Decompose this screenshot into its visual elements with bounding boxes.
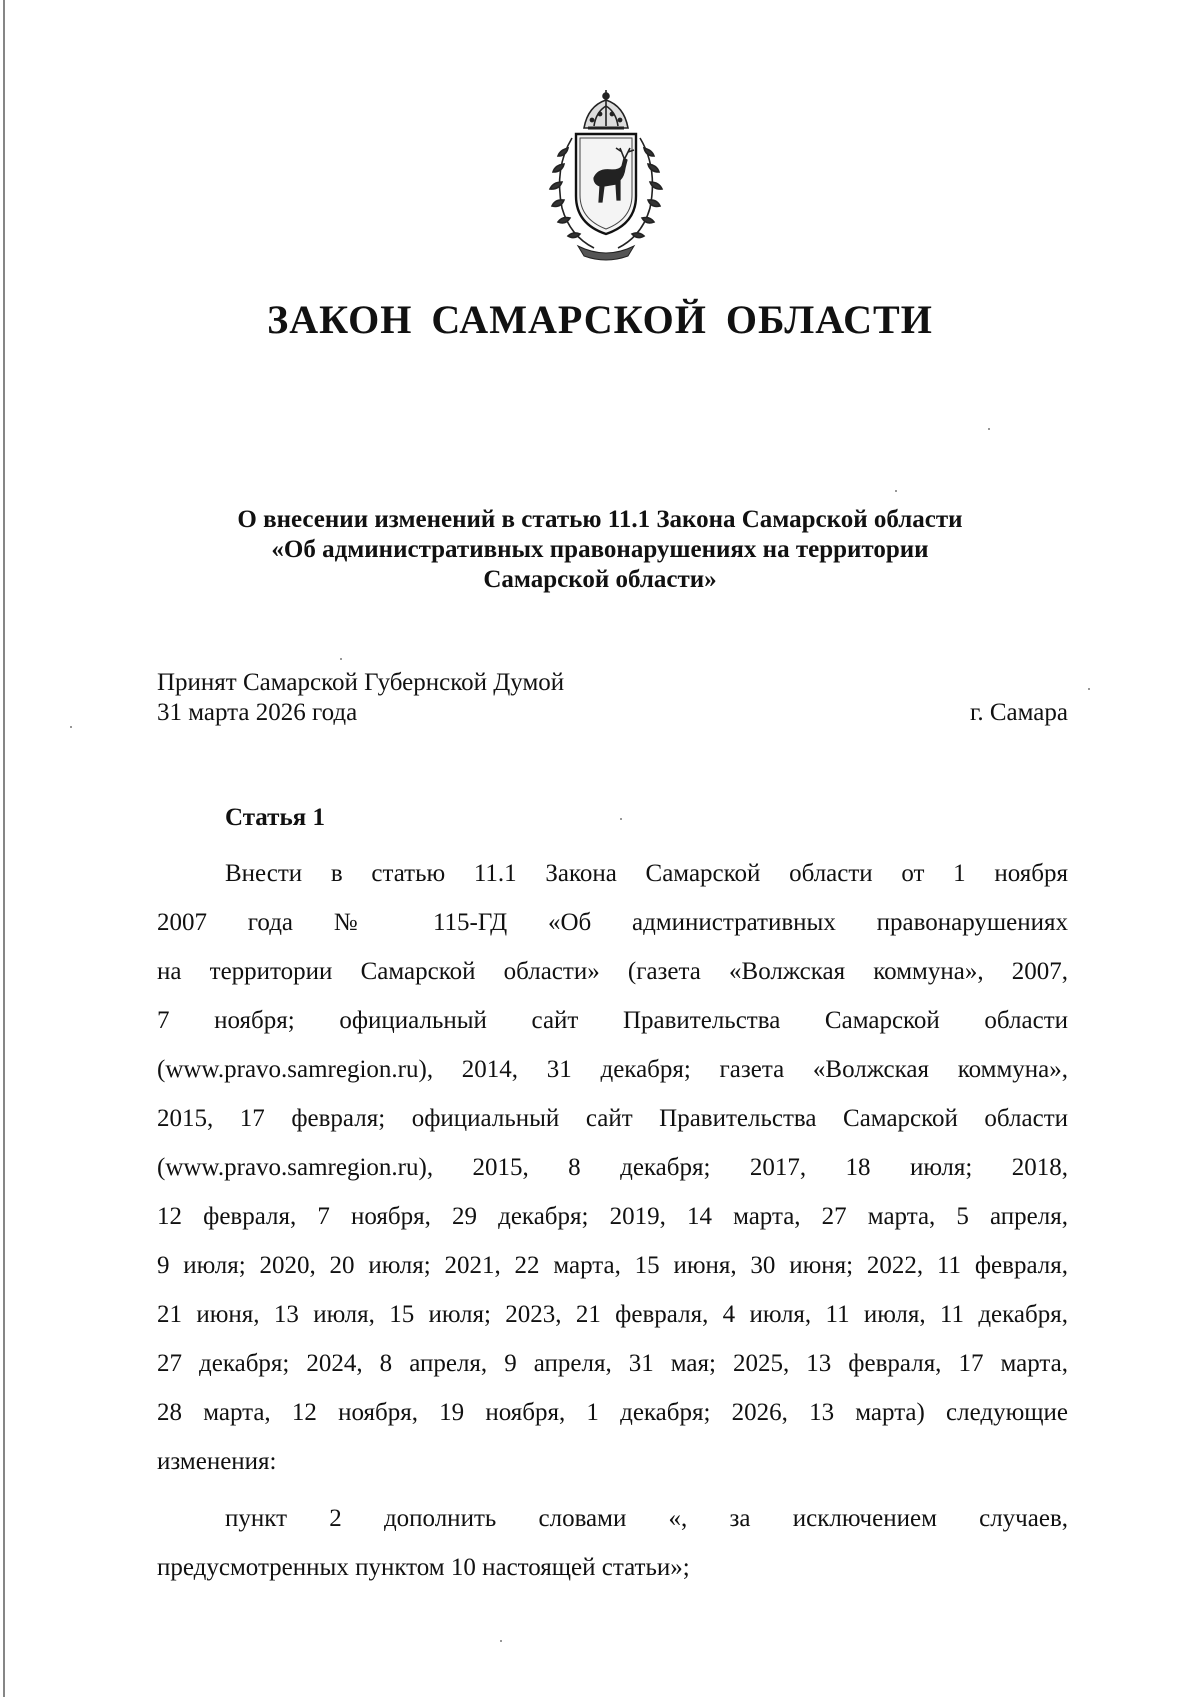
article-body (157, 849, 1068, 1592)
scan-speck (620, 818, 622, 820)
paragraph-line: 7 ноября; официальный сайт Правительства Самарской области (157, 1007, 1068, 1034)
ribbon-icon (578, 246, 634, 260)
paragraph-line: 2015, 17 февраля; официальный сайт Правительства Самарской области (157, 1105, 1068, 1132)
city: г. Самара (969, 699, 1068, 726)
law-heading-line: «Об административных правонарушениях на территории (271, 536, 929, 563)
law-heading (160, 505, 1040, 595)
paragraph-line: 2007 года № 115-ГД «Об административных правонарушениях (157, 909, 1068, 936)
adoption-block (157, 668, 564, 728)
paragraph-line: 27 декабря; 2024, 8 апреля, 9 апреля, 31 мая; 2025, 13 февраля, 17 марта, (157, 1350, 1068, 1377)
paragraph-line: 21 июня, 13 июля, 15 июля; 2023, 21 февраля, 4 июля, 11 июля, 11 декабря, (157, 1301, 1068, 1328)
adopted-date: 31 марта 2026 года (157, 699, 358, 726)
paragraph-line: на территории Самарской области» (газета «Волжская коммуна», 2007, (157, 958, 1068, 985)
scan-speck (895, 490, 897, 492)
scan-speck (1088, 688, 1090, 690)
paragraph-line: (www.pravo.samregion.ru), 2015, 8 декабря; 2017, 18 июля; 2018, (157, 1154, 1068, 1181)
law-heading-line: О внесении изменений в статью 11.1 Закона Самарской области (237, 506, 963, 533)
paragraph-line: изменения: (157, 1448, 277, 1475)
amendment-line: пункт 2 дополнить словами «, за исключением случаев, (225, 1505, 1068, 1532)
document-title: ЗАКОН САМАРСКОЙ ОБЛАСТИ (267, 297, 933, 342)
paragraph-line: (www.pravo.samregion.ru), 2014, 31 декабря; газета «Волжская коммуна», (157, 1056, 1068, 1083)
paragraph-line: Внести в статью 11.1 Закона Самарской области от 1 ноября (225, 860, 1068, 887)
scan-speck (500, 1640, 502, 1642)
law-heading-line: Самарской области» (483, 566, 717, 593)
scan-speck (70, 726, 72, 728)
scan-speck (988, 428, 990, 430)
scan-page-edge (3, 0, 5, 1697)
article-heading: Статья 1 (225, 804, 325, 831)
amendment-line: предусмотренных пунктом 10 настоящей статьи»; (157, 1554, 690, 1581)
crown-icon (584, 90, 628, 128)
adopted-by: Принят Самарской Губернской Думой (157, 669, 565, 696)
paragraph-line: 12 февраля, 7 ноября, 29 декабря; 2019, 14 марта, 27 марта, 5 апреля, (157, 1203, 1068, 1230)
samara-oblast-coat-of-arms-icon (528, 88, 684, 264)
paragraph-line: 9 июля; 2020, 20 июля; 2021, 22 марта, 15 июня, 30 июня; 2022, 11 февраля, (157, 1252, 1068, 1279)
scan-speck (340, 658, 342, 660)
paragraph-line: 28 марта, 12 ноября, 19 ноября, 1 декабря; 2026, 13 марта) следующие (157, 1399, 1068, 1426)
